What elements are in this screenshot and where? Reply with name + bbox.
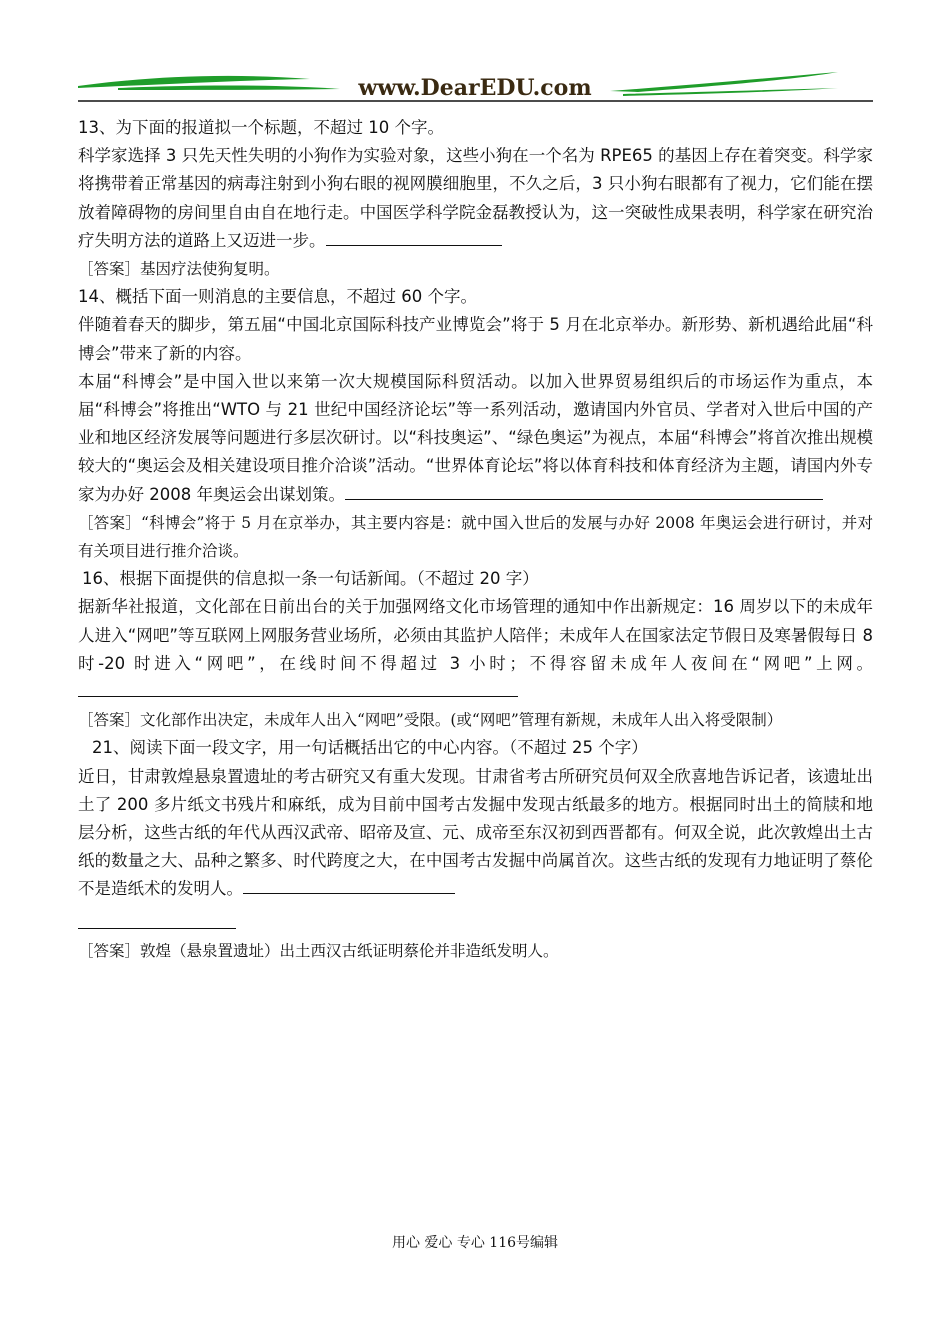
answer-blank-continuation: [78, 904, 236, 929]
passage-14-para1: 伴随着春天的脚步，第五届“中国北京国际科技产业博览会”将于 5 月在北京举办。新形势、新机遇给此届“科博会”带来了新的内容。: [78, 315, 873, 363]
question-16: 16、根据下面提供的信息拟一条一句话新闻。（不超过 20 字）: [82, 569, 539, 589]
question-21: 21、阅读下面一段文字，用一句话概括出它的中心内容。（不超过 25 个字）: [92, 738, 648, 758]
site-logo-text: www.DearEDU.com: [358, 75, 592, 101]
answer-16: ［答案］文化部作出决定，未成年人出入“网吧”受限。(或“网吧”管理有新规，未成年人出入将受限制）: [78, 711, 783, 730]
answer-blank: [243, 875, 455, 894]
answer-blank: [326, 227, 502, 246]
answer-13: ［答案］基因疗法使狗复明。: [78, 260, 280, 279]
question-13: 13、为下面的报道拟一个标题，不超过 10 个字。: [78, 118, 444, 137]
question-14: 14、概括下面一则消息的主要信息，不超过 60 个字。: [78, 287, 477, 307]
passage-21: 近日，甘肃敦煌悬泉置遗址的考古研究又有重大发现。甘肃省考古所研究员何双全欣喜地告诉记者，该遗址出土了 200 多片纸文书残片和麻纸，成为目前中国考古发掘中发现古纸最多的地方。根据同时出土的简牍和地层分析，这些古纸的年代从西汉武帝、昭帝及宣、元、成帝至东汉初到西晋都有。何双全说，此次敦煌出土古纸的数量之大、品种之繁多、时代跨度之大，在中国考古发掘中尚属首次。这些古纸的发现有力地证明了蔡伦不是造纸术的发明人。: [78, 766, 873, 899]
answer-blank: [78, 678, 518, 697]
answer-blank: [345, 481, 823, 500]
answer-14: ［答案］“科博会”将于 5 月在京举办，其主要内容是：就中国入世后的发展与办好 2008 年奥运会进行研讨，并对有关项目进行推介洽谈。: [78, 513, 873, 561]
document-body: [78, 114, 873, 965]
answer-21: ［答案］敦煌（悬泉置遗址）出土西汉古纸证明蔡伦并非造纸发明人。: [78, 941, 559, 960]
site-header: [78, 68, 873, 104]
site-logo-banner: [78, 68, 873, 104]
passage-14-para2: 本届“科博会”是中国入世以来第一次大规模国际科贸活动。以加入世界贸易组织后的市场运作为重点，本届“科博会”将推出“WTO 与 21 世纪中国经济论坛”等一系列活动，邀请国内外官员、学者对入世后中国的产业和地区经济发展等问题进行多层次研讨。以“科技奥运”、“绿色奥运”为视点，本届“科博会”将首次推出规模较大的“奥运会及相关建设项目推介洽谈”活动。“世界体育论坛”将以体育科技和体育经济为主题，请国内外专家为办好 2008 年奥运会出谋划策。: [78, 371, 873, 504]
page-footer: 用心 爱心 专心 116号编辑: [391, 1235, 559, 1251]
passage-13: 科学家选择 3 只先天性失明的小狗作为实验对象，这些小狗在一个名为 RPE65 的基因上存在着突变。科学家将携带着正常基因的病毒注射到小狗右眼的视网膜细胞里，不久之后，3 只小狗右眼都有了视力，它们能在摆放着障碍物的房间里自由自在地行走。中国医学科学院金磊教授认为，这一突破性成果表明，科学家在研究治疗失明方法的道路上又迈进一步。: [78, 146, 873, 250]
passage-16: 据新华社报道，文化部在日前出台的关于加强网络文化市场管理的通知中作出新规定：16 周岁以下的未成年人进入“网吧”等互联网上网服务营业场所，必须由其监护人陪伴；未成年人在国家法定节假日及寒暑假每日 8 时-20 时进入“网吧”，在线时间不得超过 3 小时；不得容留未成年人夜间在“网吧”上网。: [78, 593, 873, 706]
